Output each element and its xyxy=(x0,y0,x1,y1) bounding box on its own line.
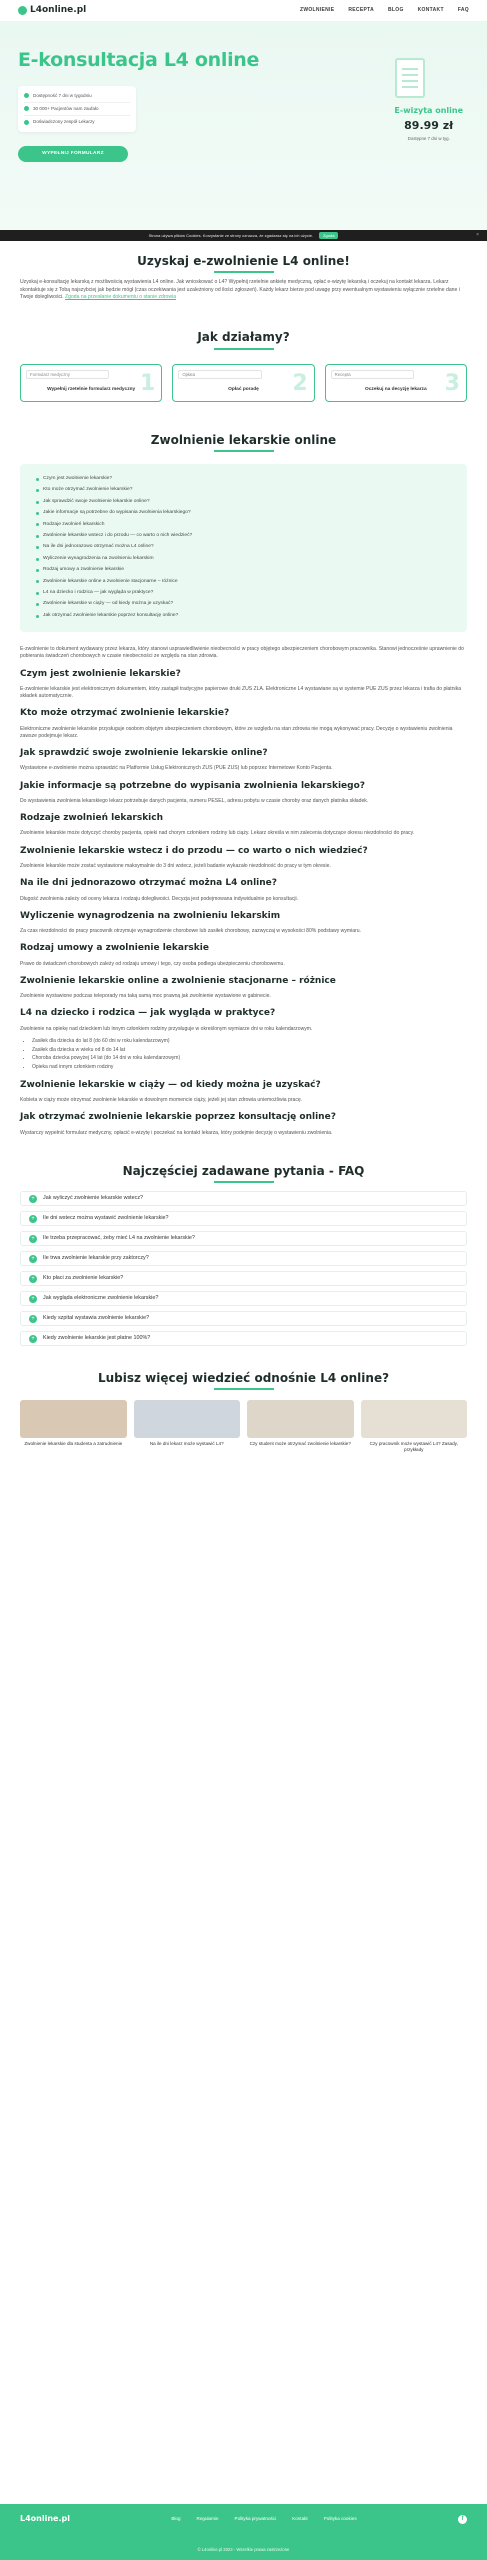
nav-link-faq[interactable]: FAQ xyxy=(457,7,469,14)
related-card[interactable] xyxy=(134,1400,241,1453)
logo-text: L4online.pl xyxy=(30,5,87,16)
article-caption: Na ile dni lekarz może wystawić L4? xyxy=(149,1441,224,1447)
price-label: E-wizyta online xyxy=(394,106,463,115)
section-text: Zwolnienie lekarskie może zostać wystawione maksymalnie do 3 dni wstecz, jeżeli badanie wykazało niezdolność do pracy w tym okresie. xyxy=(20,862,331,869)
step-text: Oczekuj na decyzję lekarza xyxy=(365,387,427,393)
section-text: Wystawione e-zwolnienie można sprawdzić na Platformie Usług Elektronicznych ZUS (PUE ZUS) lub poprzez Internetowe Konto Pacjenta. xyxy=(20,765,333,772)
section-text: Prawo do świadczeń chorobowych zależy od rodzaju umowy i tego, czy osoba podlega ubezpieczeniu chorobowemu. xyxy=(20,960,285,967)
footer-link[interactable]: Regulamin xyxy=(196,2516,219,2522)
faq-question: Jak wyliczyć zwolnienie lekarskie wstecz? xyxy=(43,1195,144,1201)
faq-question: Kto płaci za zwolnienie lekarskie? xyxy=(43,1275,124,1281)
toc-item[interactable]: Zwolnienie lekarskie online a zwolnienie stacjonarne – różnice xyxy=(36,576,451,587)
footer-links xyxy=(171,2516,356,2522)
section-text: Zwolnienie lekarskie może dotyczyć choroby pacjenta, opieki nad chorym członkiem rodziny lub ciąży. Lekarz określa w nim zalecenia dotyczące okresu niezdolności do pracy. xyxy=(20,830,415,837)
section-text: Długość zwolnienia zależy od oceny lekarza i rodzaju dolegliwości. Decyzja jest podejmowana indywidualnie po konsultacji. xyxy=(20,895,299,902)
title-underline xyxy=(214,271,274,273)
bullet-list xyxy=(20,1037,467,1072)
price-value: 89.99 zł xyxy=(404,118,454,132)
faq-question: Ile dni wstecz można wystawić zwolnienie lekarskie? xyxy=(43,1215,169,1221)
section-text: Wystarczy wypełnić formularz medyczny, opłacić e-wizytę i poczekać na kontakt lekarza, który podejmie decyzję o wystawieniu zwolnienia. xyxy=(20,1129,333,1136)
nav-link-recepta[interactable]: RECEPTA xyxy=(348,7,374,14)
article-lead: E-zwolnienie to dokument wydawany przez lekarza, który stanowi usprawiedliwienie nieobecności w pracy objętego ubezpieczeniem chorobowym pracownika. Stanowi jednocześnie uprawnienie do pobierania świadczeń chorobowych w czasie nieobecności ze względu na stan zdrowia. xyxy=(20,645,464,660)
site-logo[interactable] xyxy=(18,4,86,16)
list-item: • Choroba dziecka powyżej 14 lat (do 14 dni w roku kalendarzowym) xyxy=(32,1054,467,1063)
faq-item[interactable] xyxy=(20,1311,467,1326)
article-thumbnail xyxy=(247,1400,354,1438)
intro-section xyxy=(0,253,487,301)
faq-question: Jak wygląda elektroniczne zwolnienie lekarskie? xyxy=(43,1295,159,1301)
nav-link-zwolnienie[interactable]: ZWOLNIENIE xyxy=(299,7,335,14)
title-underline xyxy=(214,1181,274,1183)
faq-item[interactable] xyxy=(20,1271,467,1286)
toc-item[interactable]: Rodzaje zwolnień lekarskich xyxy=(36,519,451,530)
plus-icon: + xyxy=(29,1295,37,1303)
hero-title: E-konsultacja L4 online xyxy=(18,49,260,71)
toc-item[interactable]: Czym jest zwolnienie lekarskie? xyxy=(36,474,451,485)
hero-feature xyxy=(24,103,130,116)
intro-text: Uzyskaj e-konsultację lekarską z możliwością wystawienia L4 online. Jak wnioskować o L4? Wypełnij rzetelnie ankietę medyczną, opłać e-wizytę lekarską i oczekuj na kontakt lekarza. Lekarz skontaktuje się z Tobą najszybciej jak będzie mógł (czas oczekiwania jest uzależniony od ilości zgłoszeń). Każdy lekarz bierze pod uwagę przy ewentualnym wystawieniu wyłącznie rzetelne dane i Twoje dolegliwości. Zgoda na przesłanie dokumentu o stanie zdrowia xyxy=(20,279,460,300)
faq-item[interactable] xyxy=(20,1291,467,1306)
section-heading: L4 na dziecko i rodzica — jak wygląda w praktyce? xyxy=(20,1008,276,1019)
section-text: Kobieta w ciąży może otrzymać zwolnienie lekarskie w dowolnym momencie ciąży, jeżeli jej stan zdrowia uniemożliwia pracę. xyxy=(20,1097,303,1104)
faq-question: Kiedy zwolnienie lekarskie jest płatne 100%? xyxy=(43,1335,151,1341)
article-caption: Zwolnienie lekarskie dla studenta a zatrudnienie xyxy=(24,1441,123,1447)
list-item: • Zasiłek dla dziecka do lat 8 (do 60 dni w roku kalendarzowym) xyxy=(32,1037,467,1046)
section-heading: Jak sprawdzić swoje zwolnienie lekarskie online? xyxy=(20,748,268,759)
faq-list xyxy=(20,1191,467,1346)
section-heading: Zwolnienie lekarskie wstecz i do przodu — co warto o nich wiedzieć? xyxy=(20,845,368,856)
faq-item[interactable] xyxy=(20,1251,467,1266)
title-underline xyxy=(214,348,274,350)
section-heading: Jakie informacje są potrzebne do wypisania zwolnienia lekarskiego? xyxy=(20,780,366,791)
section-heading: Na ile dni jednorazowo otrzymać można L4 online? xyxy=(20,878,277,889)
faq-title: Najczęściej zadawane pytania - FAQ xyxy=(122,1163,365,1178)
plus-icon: + xyxy=(29,1315,37,1323)
faq-question: Kiedy szpital wystawia zwolnienie lekarskie? xyxy=(43,1315,150,1321)
section-text: E-zwolnienie lekarskie jest elektronicznym dokumentem, który zastąpił tradycyjne papierowe druki ZUS ZLA. Elektroniczne L4 wystawiane są w systemie PUE ZUS przez lekarza i trafia do płatnika składek automatycznie. xyxy=(20,685,462,700)
feature-text: 30 000+ Pacjentów nam zaufało xyxy=(33,105,99,111)
footer-link[interactable]: Polityka cookies xyxy=(323,2516,357,2522)
section-text: Zwolnienie na opiekę nad dzieckiem lub innym członkiem rodziny przysługuje w określonym wymiarze dni w roku kalendarzowym. xyxy=(20,1025,313,1032)
check-icon xyxy=(24,93,29,98)
step-text: Wypełnij rzetelnie formularz medyczny xyxy=(47,387,136,393)
title-underline xyxy=(214,1388,274,1390)
step-label: Recepta xyxy=(331,370,414,380)
section-text: Za czas niezdolności do pracy pracownik otrzymuje wynagrodzenie chorobowe lub zasiłek chorobowy, zazwyczaj w wysokości 80% podstawy wymiaru. xyxy=(20,928,362,935)
logo-icon xyxy=(18,6,27,15)
faq-question: Ile trzeba przepracować, żeby mieć L4 na zwolnienie lekarskie? xyxy=(43,1235,195,1241)
faq-question: Ile trwa zwolnienie lekarskie przy zaktorczy? xyxy=(43,1255,149,1261)
section-heading: Rodzaje zwolnień lekarskich xyxy=(20,813,164,824)
faq-section xyxy=(0,1163,487,1346)
close-icon[interactable]: × xyxy=(476,232,479,239)
intro-title: Uzyskaj e-zwolnienie L4 online! xyxy=(137,254,350,268)
footer-link[interactable]: Polityka prywatności xyxy=(234,2516,277,2522)
top-nav xyxy=(0,0,487,22)
section-heading: Zwolnienie lekarskie online a zwolnienie stacjonarne – różnice xyxy=(20,975,336,986)
footer xyxy=(0,2504,487,2560)
toc-item[interactable]: Na ile dni jednorazowo otrzymać można L4 online? xyxy=(36,542,451,553)
article-thumbnail xyxy=(20,1400,127,1438)
table-of-contents xyxy=(20,464,467,632)
toc-item[interactable]: Jak otrzymać zwolnienie lekarskie poprzez konsultację online? xyxy=(36,610,451,621)
nav-links xyxy=(300,7,469,14)
section-heading: Zwolnienie lekarskie w ciąży — od kiedy można je uzyskać? xyxy=(20,1079,321,1090)
consent-link[interactable]: Zgoda na przesłanie dokumentu o stanie zdrowia xyxy=(65,293,177,300)
section-text: Zwolnienie wystawione podczas teleporady ma taką samą moc prawną jak zwolnienie wystawione w gabinecie. xyxy=(20,993,271,1000)
related-section xyxy=(0,1370,487,1453)
plus-icon: + xyxy=(29,1215,37,1223)
feature-text: Dostępność 7 dni w tygodniu xyxy=(33,92,92,98)
cookie-bar xyxy=(0,230,487,241)
section-heading: Wyliczenie wynagrodzenia na zwolnieniu lekarskim xyxy=(20,910,281,921)
hero xyxy=(0,22,487,230)
cookie-text: Strona używa plików Cookies. Korzystanie ze strony oznacza, że zgadzasz się na ich użycie. xyxy=(148,232,314,238)
footer-logo[interactable]: L4online.pl xyxy=(20,2514,70,2523)
copyright: © L4online.pl 2023 - Wszelkie prawa zastrzeżone xyxy=(197,2546,290,2552)
step-label: Opłata xyxy=(178,370,261,380)
article-caption: Czy pracownik może wystawić L4? Zasady, przykłady xyxy=(369,1441,458,1453)
section-heading: Kto może otrzymać zwolnienie lekarskie? xyxy=(20,708,230,719)
plus-icon: + xyxy=(29,1335,37,1343)
plus-icon: + xyxy=(29,1255,37,1263)
list-item: • Opieka nad innym członkiem rodziny xyxy=(32,1063,467,1072)
nav-link-kontakt[interactable]: KONTAKT xyxy=(417,7,444,14)
price-sub: Dostępne 7 dni w tyg. xyxy=(407,135,450,141)
step-number: 2 xyxy=(292,370,308,396)
step-label: Formularz medyczny xyxy=(26,370,109,380)
toc-item[interactable]: Jakie informacje są potrzebne do wypisania zwolnienia lekarskiego? xyxy=(36,508,451,519)
hero-feature xyxy=(24,116,130,128)
related-title: Lubisz więcej wiedzieć odnośnie L4 online? xyxy=(97,1371,390,1386)
step-number: 3 xyxy=(444,370,460,396)
step-card xyxy=(20,364,162,402)
check-icon xyxy=(24,120,29,125)
section-text: Elektroniczne zwolnienie lekarskie przysługuje osobom objętym ubezpieczeniem chorobowym, które ze względu na stan zdrowia nie mogą wykonywać pracy. Decyzję o wystawieniu zwolnienia zawsze podejmuje lekarz. xyxy=(20,725,453,739)
nav-link-blog[interactable]: BLOG xyxy=(387,7,404,14)
hero-features xyxy=(18,86,136,133)
steps-title: Jak działamy? xyxy=(197,330,290,345)
plus-icon: + xyxy=(29,1275,37,1283)
title-underline xyxy=(214,450,274,452)
toc-item[interactable]: Kto może otrzymać zwolnienie lekarskie? xyxy=(36,485,451,496)
section-heading: Rodzaj umowy a zwolnienie lekarskie xyxy=(20,943,209,954)
faq-item[interactable] xyxy=(20,1331,467,1346)
faq-item[interactable] xyxy=(20,1231,467,1246)
related-card[interactable] xyxy=(361,1400,468,1453)
plus-icon: + xyxy=(29,1235,37,1243)
fill-form-button[interactable]: WYPEŁNIJ FORMULARZ xyxy=(18,146,128,162)
section-heading: Czym jest zwolnienie lekarskie? xyxy=(20,668,181,679)
toc-item[interactable]: Rodzaj umowy a zwolnienie lekarskie xyxy=(36,565,451,576)
step-text: Opłać poradę xyxy=(228,387,259,393)
price-box xyxy=(394,106,463,142)
plus-icon: + xyxy=(29,1195,37,1203)
related-card[interactable] xyxy=(20,1400,127,1453)
list-item: • Zasiłek dla dziecka w wieku od 8 do 14 lat xyxy=(32,1046,467,1055)
related-list xyxy=(20,1400,467,1453)
faq-item[interactable] xyxy=(20,1211,467,1226)
article-title: Zwolnienie lekarskie online xyxy=(150,432,337,447)
step-number: 1 xyxy=(140,370,156,396)
footer-link[interactable]: Kontakt xyxy=(292,2516,308,2522)
footer-link[interactable]: Blog xyxy=(171,2516,181,2522)
toc-item[interactable]: Jak sprawdzić swoje zwolnienie lekarskie online? xyxy=(36,496,451,507)
faq-item[interactable] xyxy=(20,1191,467,1206)
section-heading: Jak otrzymać zwolnienie lekarskie poprzez konsultację online? xyxy=(20,1112,336,1123)
hero-feature xyxy=(24,90,130,103)
steps-section xyxy=(0,329,487,401)
article-thumbnail xyxy=(361,1400,468,1438)
toc-item[interactable]: Wyliczenie wynagrodzenia na zwolnieniu lekarskim xyxy=(36,553,451,564)
article-thumbnail xyxy=(134,1400,241,1438)
related-card[interactable] xyxy=(247,1400,354,1453)
toc-item[interactable]: L4 na dziecko i rodzica — jak wygląda w praktyce? xyxy=(36,588,451,599)
facebook-icon[interactable]: f xyxy=(458,2515,467,2524)
feature-text: Doświadczony zespół Lekarzy xyxy=(33,119,95,125)
toc-item[interactable]: Zwolnienie lekarskie wstecz i do przodu — co warto o nich wiedzieć? xyxy=(36,531,451,542)
article-section xyxy=(0,432,487,1137)
toc-item[interactable]: Zwolnienie lekarskie w ciąży — od kiedy można je uzyskać? xyxy=(36,599,451,610)
cookie-accept-button[interactable]: Zgoda xyxy=(319,232,338,239)
article-caption: Czy student może otrzymać zwolnienie lekarskie? xyxy=(249,1441,351,1447)
steps-list xyxy=(20,364,467,402)
section-text: Do wystawienia zwolnienia lekarskiego lekarz potrzebuje danych pacjenta, numeru PESEL, adresu pobytu w czasie choroby oraz danych płatnika składek. xyxy=(20,797,369,804)
check-icon xyxy=(24,106,29,111)
document-icon xyxy=(395,58,425,98)
step-card xyxy=(172,364,314,402)
step-card xyxy=(325,364,467,402)
